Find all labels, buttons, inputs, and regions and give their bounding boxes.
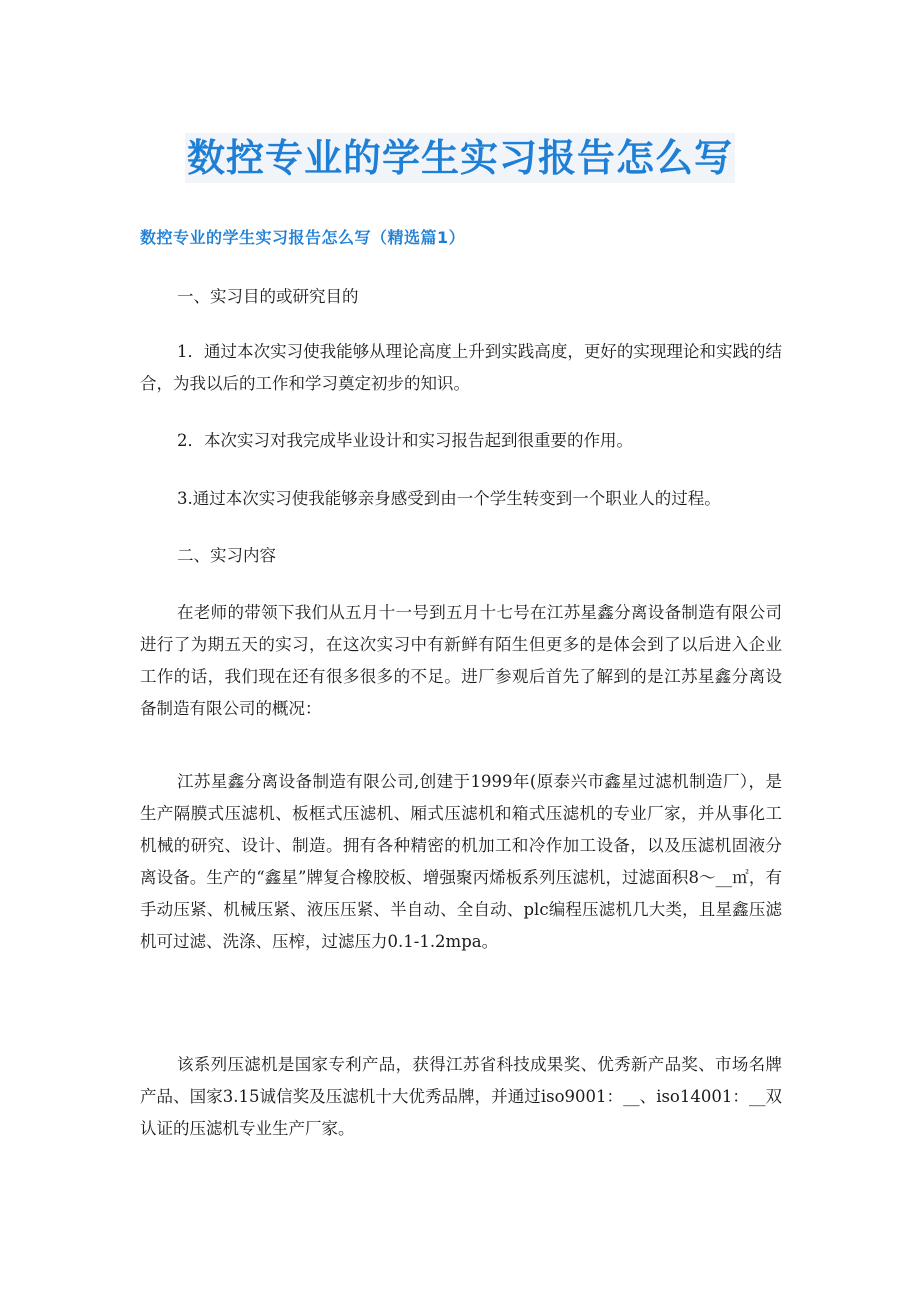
paragraph-company-profile: 江苏星鑫分离设备制造有限公司,创建于1999年(原泰兴市鑫星过滤机制造厂），是生产隔膜式压滤机、板框式压滤机、厢式压滤机和箱式压滤机的专业厂家，并从事化工机械的研究、设计、制造。拥有各种精密的机加工和冷作加工设备，以及压滤机固液分离设备。生产的“鑫星”牌复合橡胶板、增强聚丙烯板系列压滤机，过滤面积8～__㎡，有手动压紧、机械压紧、液压压紧、半自动、全自动、plc编程压滤机几大类，且星鑫压滤机可过滤、洗涤、压榨，过滤压力0.1-1.2mpa。 xyxy=(140,772,782,951)
title-container xyxy=(0,133,920,183)
paragraph-purpose-3: 3.通过本次实习使我能够亲身感受到由一个学生转变到一个职业人的过程。 xyxy=(177,489,721,508)
paragraph-purpose-2: 2．本次实习对我完成毕业设计和实习报告起到很重要的作用。 xyxy=(177,431,633,450)
paragraph-purpose-1: 1．通过本次实习使我能够从理论高度上升到实践高度，更好的实现理论和实践的结合，为我以后的工作和学习奠定初步的知识。 xyxy=(140,342,782,393)
paragraph-product-awards: 该系列压滤机是国家专利产品，获得江苏省科技成果奖、优秀新产品奖、市场名牌产品、国家3.15诚信奖及压滤机十大优秀品牌，并通过iso9001：__、iso14001：__双认证的压滤机专业生产厂家。 xyxy=(140,1055,782,1138)
paragraph-content-intro: 在老师的带领下我们从五月十一号到五月十七号在江苏星鑫分离设备制造有限公司进行了为期五天的实习，在这次实习中有新鲜有陌生但更多的是体会到了以后进入企业工作的话，我们现在还有很多很多的不足。进厂参观后首先了解到的是江苏星鑫分离设备制造有限公司的概况： xyxy=(140,603,782,718)
document-title: 数控专业的学生实习报告怎么写 xyxy=(185,133,735,183)
section-subtitle: 数控专业的学生实习报告怎么写（精选篇1） xyxy=(140,228,466,247)
heading-purpose: 一、实习目的或研究目的 xyxy=(177,287,359,306)
heading-content: 二、实习内容 xyxy=(177,546,276,565)
